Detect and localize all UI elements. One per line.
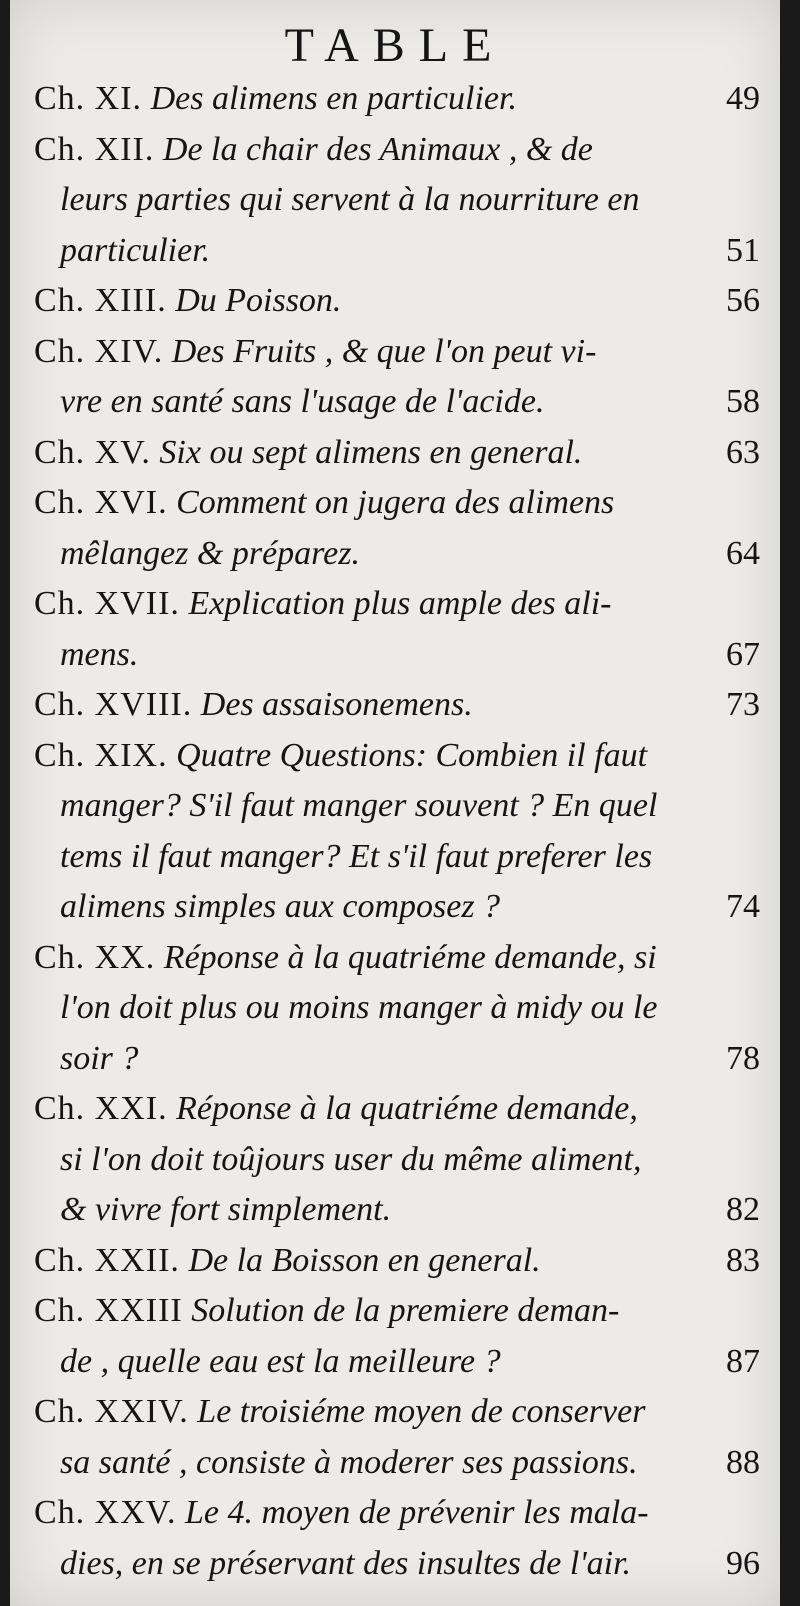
chapter-title-text: Comment on jugera des alimens [176,484,615,521]
chapter-title-text: dies, en se préservant des insultes de l'air. [60,1544,632,1582]
toc-entry-line [34,1337,760,1388]
chapter-title-text: Des alimens en particulier. [150,80,517,117]
chapter-title-text: mens. [60,635,139,673]
chapter-title-text: Quatre Questions: Combien il faut [176,736,648,774]
chapter-number: Ch. XII. [34,130,155,168]
chapter-title-text: Du Poisson. [175,282,342,319]
chapter-title-text: manger? S'il faut manger souvent ? En quel [60,787,658,824]
toc-entry [34,478,760,579]
toc-entry-line [34,1034,760,1085]
page-number: 49 [726,80,760,117]
page-number: 73 [726,686,760,723]
chapter-number: Ch. XXII. [34,1241,180,1279]
toc-entry-line [34,1539,760,1590]
book-page [10,0,780,1606]
chapter-number: Ch. XXV. [34,1494,177,1531]
chapter-title-text: Six ou sept alimens en general. [159,433,583,471]
page-number: 78 [726,1039,760,1077]
chapter-title-text: Explication plus ample des ali- [188,585,612,622]
toc-entry-line [34,1286,760,1337]
toc-entry [34,1286,760,1387]
page-number: 67 [726,635,760,673]
chapter-title-text: l'on doit plus ou moins manger à midy ou le [60,989,658,1026]
table-of-contents [34,74,760,1589]
chapter-title-text: De la chair des Animaux , & de [162,130,593,168]
chapter-number: Ch. XXIV. [34,1393,189,1430]
toc-entry [34,428,760,479]
chapter-title-text: Le 4. moyen de prévenir les mala- [184,1494,649,1531]
page-number: 63 [726,433,760,471]
toc-entry-line [34,377,760,428]
chapter-title-text: De la Boisson en general. [188,1241,541,1279]
page-number: 58 [726,383,760,420]
page-number: 87 [726,1342,760,1380]
toc-entry-line [34,630,760,681]
page-number: 51 [726,231,760,269]
toc-entry-line [34,983,760,1034]
toc-entry-line [34,175,760,226]
toc-entry-line [34,125,760,176]
chapter-title-text: Solution de la premiere deman- [191,1292,620,1329]
toc-entry-line [34,327,760,378]
toc-entry-line [34,1387,760,1438]
toc-entry [34,731,760,933]
toc-entry-line [34,478,760,529]
toc-entry-line [34,933,760,984]
toc-entry [34,933,760,1085]
chapter-title-text: leurs parties qui servent à la nourriture en [60,181,640,218]
chapter-number: Ch. XVII. [34,585,180,622]
chapter-number: Ch. XV. [34,433,151,471]
page-number: 83 [726,1241,760,1279]
chapter-number: Ch. XIII. [34,282,167,319]
toc-entry-line [34,529,760,580]
toc-entry-line [34,1135,760,1186]
chapter-title-text: Des assaisonemens. [200,686,473,723]
toc-entry-line [34,882,760,933]
toc-entry [34,74,760,125]
page-number: 64 [726,534,760,572]
chapter-title-text: Réponse à la quatriéme demande, [176,1090,638,1127]
page-number: 56 [726,282,760,319]
chapter-title-text: alimens simples aux composez ? [60,888,501,925]
chapter-title-text: mêlangez & préparez. [60,534,360,572]
toc-entry [34,680,760,731]
chapter-title-text: si l'on doit toûjours user du même aliment, [60,1140,642,1178]
page-number: 82 [726,1191,760,1228]
chapter-title-text: de , quelle eau est la meilleure ? [60,1342,501,1380]
chapter-number: Ch. XX. [34,938,156,976]
chapter-title-text: Le troisiéme moyen de conserver [197,1393,646,1430]
chapter-title-text: tems il faut manger? Et s'il faut preferer les [60,837,653,875]
chapter-number: Ch. XIX. [34,736,168,774]
chapter-title-text: sa santé , consiste à moderer ses passions. [60,1443,638,1481]
toc-entry [34,276,760,327]
toc-entry [34,327,760,428]
toc-entry [34,125,760,277]
chapter-number: Ch. XI. [34,80,143,117]
toc-entry-line [34,1185,760,1236]
chapter-title-text: Des Fruits , & que l'on peut vi- [171,332,597,370]
page-title: TABLE [284,19,506,72]
toc-entry [34,579,760,680]
chapter-number: Ch. XVIII. [34,686,193,723]
toc-entry-line [34,781,760,832]
toc-entry-line [34,276,760,327]
toc-entry [34,1387,760,1488]
toc-entry-line [34,226,760,277]
chapter-number: Ch. XVI. [34,484,168,521]
chapter-title-text: Réponse à la quatriéme demande, si [163,938,657,976]
chapter-number: Ch. XXI. [34,1090,168,1127]
chapter-number: Ch. XXIII [34,1292,183,1329]
toc-entry-line [34,1236,760,1287]
chapter-number: Ch. XIV. [34,332,164,370]
chapter-title-text: particulier. [60,231,211,269]
toc-entry-line [34,579,760,630]
toc-entry-line [34,74,760,125]
page-number: 74 [726,888,760,925]
page-number: 96 [726,1544,760,1582]
chapter-title-text: vre en santé sans l'usage de l'acide. [60,383,545,420]
chapter-title-text: & vivre fort simplement. [60,1191,392,1228]
toc-entry-line [34,832,760,883]
page-number: 88 [726,1443,760,1481]
toc-entry [34,1236,760,1287]
toc-entry-line [34,428,760,479]
toc-entry-line [34,1488,760,1539]
toc-entry [34,1084,760,1236]
toc-entry-line [34,1438,760,1489]
toc-entry [34,1488,760,1589]
toc-entry-line [34,731,760,782]
toc-entry-line [34,1084,760,1135]
chapter-title-text: soir ? [60,1039,139,1077]
toc-entry-line [34,680,760,731]
